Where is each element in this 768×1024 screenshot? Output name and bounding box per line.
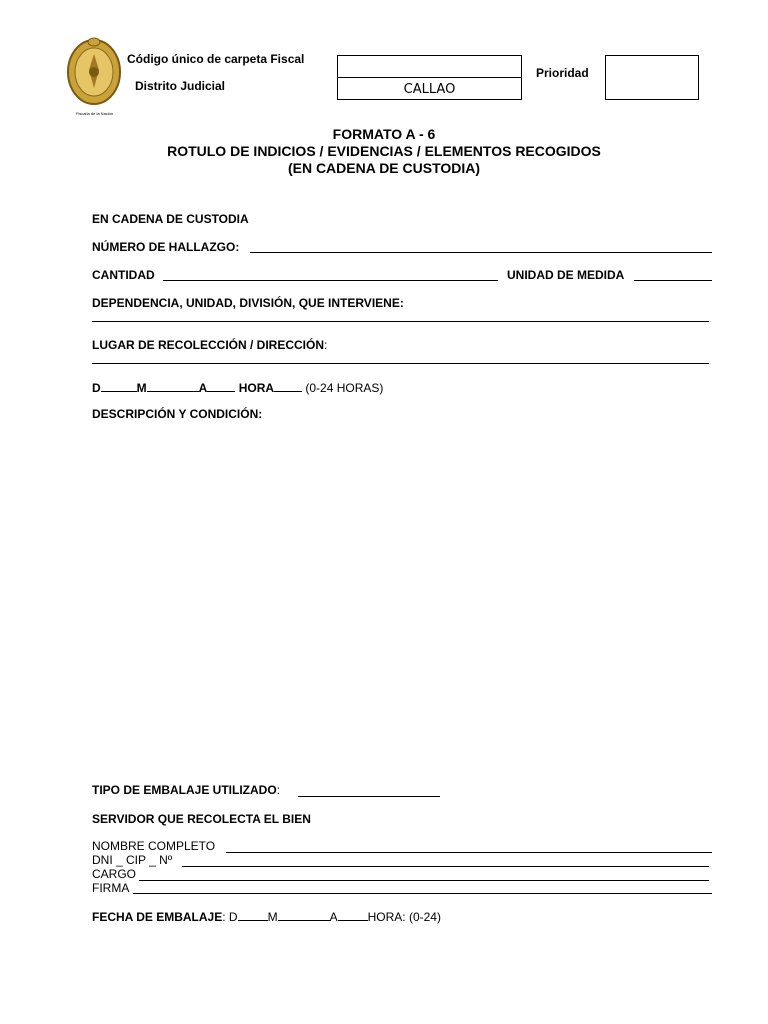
nombre-label: NOMBRE COMPLETO bbox=[92, 839, 216, 853]
fe-day-label: D bbox=[228, 910, 238, 924]
fe-hora-label: HORA: bbox=[367, 910, 406, 924]
day-field[interactable] bbox=[101, 380, 137, 392]
cadena-label: EN CADENA DE CUSTODIA bbox=[92, 212, 249, 226]
nombre-field[interactable] bbox=[226, 852, 712, 853]
fe-year-field[interactable] bbox=[338, 909, 368, 921]
lugar-field[interactable] bbox=[92, 363, 709, 364]
hora-note: (0-24 HORAS) bbox=[305, 381, 384, 395]
dependencia-label: DEPENDENCIA, UNIDAD, DIVISIÓN, QUE INTERVIENE: bbox=[92, 296, 404, 310]
unidad-medida-field[interactable] bbox=[634, 280, 712, 281]
lugar-label bbox=[92, 338, 327, 352]
tipo-embalaje-row bbox=[92, 783, 280, 797]
dni-label: DNI _ CIP _ Nº bbox=[92, 853, 173, 867]
year-field[interactable] bbox=[207, 380, 235, 392]
seal-caption: Fiscalía de la Nación bbox=[76, 111, 114, 116]
hora-field[interactable] bbox=[274, 380, 302, 392]
numero-hallazgo-field[interactable] bbox=[250, 252, 712, 253]
fecha-embalaje-label: FECHA DE EMBALAJE bbox=[92, 910, 223, 924]
distrito-field[interactable] bbox=[337, 77, 522, 100]
servidor-label: SERVIDOR QUE RECOLECTA EL BIEN bbox=[92, 812, 311, 826]
prioridad-field[interactable] bbox=[605, 55, 699, 100]
tipo-embalaje-field[interactable] bbox=[298, 796, 440, 797]
firma-label: FIRMA bbox=[92, 881, 130, 895]
form-subtitle: (EN CADENA DE CUSTODIA) bbox=[287, 160, 481, 176]
fe-hora-note: (0-24) bbox=[408, 910, 441, 924]
day-label: D bbox=[92, 381, 101, 395]
tipo-embalaje-colon: : bbox=[276, 783, 281, 797]
cantidad-label: CANTIDAD bbox=[92, 268, 155, 282]
fiscalia-seal-icon bbox=[66, 36, 122, 118]
fe-year-label: A bbox=[329, 910, 338, 924]
fecha-embalaje-row bbox=[92, 909, 441, 924]
fecha-embalaje-colon: : bbox=[222, 910, 226, 924]
descripcion-label: DESCRIPCIÓN Y CONDICIÓN: bbox=[92, 407, 263, 421]
lugar-label-text: LUGAR DE RECOLECCIÓN / DIRECCIÓN bbox=[92, 338, 325, 352]
fe-month-field[interactable] bbox=[278, 909, 330, 921]
form-title: ROTULO DE INDICIOS / EVIDENCIAS / ELEMENTOS RECOGIDOS bbox=[167, 143, 601, 159]
year-label: A bbox=[198, 381, 208, 395]
distrito-label: Distrito Judicial bbox=[135, 79, 226, 93]
distrito-value: CALLAO bbox=[403, 82, 456, 97]
firma-field[interactable] bbox=[133, 893, 712, 894]
codigo-field[interactable] bbox=[337, 55, 522, 78]
lugar-colon: : bbox=[324, 338, 328, 352]
cargo-label: CARGO bbox=[92, 867, 137, 881]
descripcion-area[interactable] bbox=[92, 424, 709, 774]
dni-field[interactable] bbox=[182, 866, 709, 867]
form-code: FORMATO A - 6 bbox=[332, 126, 436, 142]
codigo-label: Código único de carpeta Fiscal bbox=[127, 52, 305, 66]
hora-label: HORA bbox=[238, 381, 275, 395]
numero-hallazgo-label: NÚMERO DE HALLAZGO: bbox=[92, 240, 240, 254]
dependencia-field[interactable] bbox=[92, 321, 709, 322]
fe-day-field[interactable] bbox=[238, 909, 268, 921]
month-label: M bbox=[136, 381, 147, 395]
cargo-field[interactable] bbox=[139, 880, 709, 881]
fe-month-label: M bbox=[267, 910, 278, 924]
prioridad-label: Prioridad bbox=[536, 66, 589, 80]
month-field[interactable] bbox=[147, 380, 199, 392]
fecha-hora-row bbox=[92, 380, 383, 395]
cantidad-field[interactable] bbox=[163, 280, 498, 281]
tipo-embalaje-label: TIPO DE EMBALAJE UTILIZADO bbox=[92, 783, 277, 797]
unidad-medida-label: UNIDAD DE MEDIDA bbox=[507, 268, 625, 282]
